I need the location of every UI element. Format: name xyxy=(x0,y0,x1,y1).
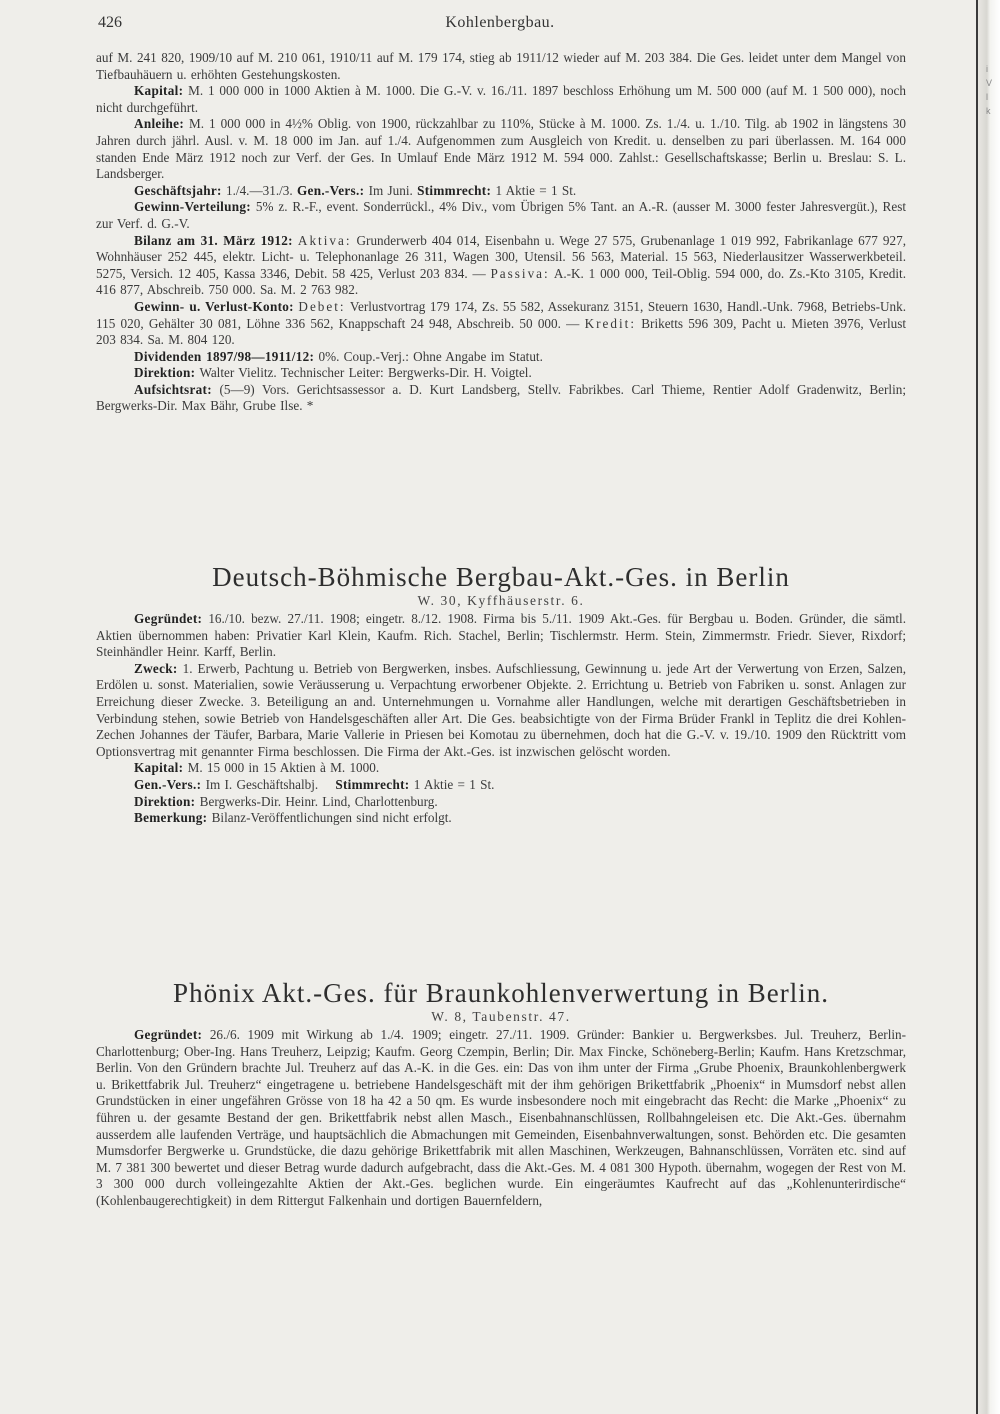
edge-marks: i V l k xyxy=(986,64,993,116)
paragraph-text: auf M. 241 820, 1909/10 auf M. 210 061, 1910/11 auf M. 179 174, stieg ab 1911/12 wieder auf M. 203 384. Die Ges. leidet unter dem Mangel von Tiefbauhäuern u. erhöhten Gestehungskosten. xyxy=(96,50,906,82)
paragraph-text: M. 15 000 in 15 Aktien à M. 1000. xyxy=(187,760,380,776)
label-gen-vers: Gen.-Vers.: xyxy=(134,776,202,792)
section-phoenix xyxy=(96,978,906,1210)
paragraph-intro xyxy=(96,50,906,83)
paragraph-anleihe xyxy=(96,116,906,182)
paragraph-aufsichtsrat xyxy=(96,382,906,415)
paragraph-direktion xyxy=(96,365,906,382)
section-deutsch-boehmische xyxy=(96,562,906,827)
paragraph-text: (5—9) Vors. Gerichtsassessor a. D. Kurt Landsberg, Stellv. Fabrikbes. Carl Thieme, Rentier Adolf Gradenwitz, Berlin; Bergwerks-Dir. Max Bähr, Grube Ilse. * xyxy=(96,381,906,414)
paragraph-gewinn-verteilung xyxy=(96,199,906,232)
running-title: Kohlenbergbau. xyxy=(445,14,555,31)
paragraph-text: Im I. Geschäftshalbj. xyxy=(205,776,319,792)
paragraph-gegruendet xyxy=(96,1027,906,1210)
paragraph-text: 0%. Coup.-Verj.: Ohne Angabe im Statut. xyxy=(318,348,543,364)
label-direktion: Direktion: xyxy=(134,365,196,381)
paragraph-dividenden xyxy=(96,349,906,366)
paragraph-geschaeftsjahr xyxy=(96,183,906,200)
company-title: Deutsch-Böhmische Bergbau-Akt.-Ges. in Berlin xyxy=(212,562,790,592)
paragraph-text: Im Juni. xyxy=(368,182,413,198)
paragraph-text: M. 1 000 000 in 4½% Oblig. von 1900, rückzahlbar zu 110%, Stücke à M. 1000. Zs. 1./4. u. 1./10. Tilg. ab 1902 in längstens 30 Jahren durch jährl. Ausl. v. M. 18 000 im Jan. auf 1./4. Aufgenommen zum Ausgleich von Kredit. u. denselben zu pari überlassen. M. 164 000 standen Ende März 1912 noch zur Verf. der Ges. In Umlauf Ende März 1912 M. 594 000. Zahlst.: Gesellschaftskasse; Berlin u. Breslau: S. L. Landsberger. xyxy=(96,116,907,182)
label-zweck: Zweck: xyxy=(134,660,178,676)
paragraph-text: 1 Aktie = 1 St. xyxy=(495,182,577,198)
label-gewinn-verteilung: Gewinn-Verteilung: xyxy=(134,199,252,215)
section-continuation xyxy=(96,50,906,415)
paragraph-text: Briketts 596 309, Pacht u. Mieten 3976, Verlust 203 834. Sa. M. 804 120. xyxy=(96,315,907,348)
page-number: 426 xyxy=(98,14,122,31)
paragraph-direktion xyxy=(96,794,906,811)
paragraph-gegruendet xyxy=(96,611,906,661)
label-aufsichtsrat: Aufsichtsrat: xyxy=(134,381,212,397)
label-gegruendet: Gegründet: xyxy=(134,1027,203,1042)
company-title: Phönix Akt.-Ges. für Braunkohlenverwertung in Berlin. xyxy=(173,978,829,1008)
label-gegruendet: Gegründet: xyxy=(134,611,203,626)
paragraph-text: 1./4.—31./3. xyxy=(226,182,293,198)
label-anleihe: Anleihe: xyxy=(134,116,185,132)
paragraph-gewinn-verlust xyxy=(96,299,906,349)
label-stimmrecht: Stimmrecht: xyxy=(335,776,410,792)
label-direktion: Direktion: xyxy=(134,793,196,809)
paragraph-text: Walter Vielitz. Technischer Leiter: Bergwerks-Dir. H. Voigtel. xyxy=(199,365,532,381)
paragraph-text: A.-K. 1 000 000, Teil-Oblig. 594 000, do. Zs.-Kto 3105, Kredit. 416 877, Abschreib. 750 000. Sa. M. 2 763 982. xyxy=(96,265,907,298)
label-kapital: Kapital: xyxy=(134,760,184,776)
paragraph-text: 1. Erwerb, Pachtung u. Betrieb von Bergwerken, insbes. Aufschliessung, Gewinnung u. jede Art der Verwertung von Erzen, Salzen, Erdölen u. sonst. Materialien, sowie Veräusserung u. Verpachtung erworbener Objekte. 2. Errichtung u. Betrieb von Fabriken u. sonst. Anlagen zur Erreichung dieser Zwecke. 3. Beteiligung an and. Unternehmungen u. Vornahme aller Handlungen, welche mit derartigen Geschäftsbetrieben in Verbindung stehen, sowie Betrieb von Handelsgeschäften aller Art. Die Ges. beabsichtigte von der Firma Brüder Frankl in Teplitz die drei Kohlen-Zechen Johannes der Täufer, Barbara, Marie Vallerie in Priesen bei Komotau zu übernehmen, doch hat die G.-V. v. 19./10. 1909 den Rücktritt vom Optionsvertrag mit genannter Firma beschlossen. Die Firma der Akt.-Ges. ist inzwischen gelöscht worden. xyxy=(96,660,907,759)
paragraph-text: Bilanz-Veröffentlichungen sind nicht erfolgt. xyxy=(211,810,452,826)
label-gewinn-verlust: Gewinn- u. Verlust-Konto: xyxy=(134,298,294,314)
label-debet: Debet: xyxy=(298,298,346,314)
label-kredit: Kredit: xyxy=(584,315,636,331)
label-dividenden: Dividenden 1897/98—1911/12: xyxy=(134,348,315,364)
paragraph-text: 26./6. 1909 mit Wirkung ab 1./4. 1909; eingetr. 27./11. 1909. Gründer: Bankier u. Bergwerksbes. Jul. Treuherz, Berlin-Charlottenburg; Ober-Ing. Hans Treuherz, Leipzig; Kaufm. Georg Czempin, Berlin; Dir. Max Fincke, Schöneberg-Berlin; Kaufm. Hans Kretzschmar, Berlin. Von den Gründern brachte Jul. Treuherz auf das A.-K. in die Ges. ein: Das von ihm unter der Firma „Grube Phoenix, Braunkohlenbergwerk u. Brikettfabrik Jul. Treuherz“ eingetragene u. betriebene Handelsgeschäft mit der ihm gehörigen Brikettfabrik „Phoenix“ in Mumsdorf nebst allen Grundstücken in einer ungefähren Grösse von 18 ha 42 a 50 qm. Es wurde insbesondere noch mit eingebracht das Recht: die Marke „Phoenix“ zu führen u. der gesamte Bestand der gen. Brikettfabrik nebst allen Masch., Eisenbahnanschlüssen, Rollbahngeleisen etc. Die Akt.-Ges. übernahm ausserdem alle laufenden Verträge, und hauptsächlich die Abmachungen mit Gemeinden, Eisenbahnverwaltungen, sonst. Behörden etc. Die gesamten Mumsdorfer Bergwerke u. Grundstücke, die dazu gehörige Brikettfabrik mit allen Maschinen, Werkzeugen, Bahnanschlüssen, Vorräten etc. sind auf M. 7 381 300 bewertet und dieser Betrag wurde dadurch aufgebracht, dass die Akt.-Ges. M. 4 081 300 Hypoth. übernahm, wogegen der Rest von M. 3 300 000 durch volleingezahlte Aktien der Akt.-Ges. beglichen wurde. Ein eingeräumtes Kaufrecht auf das „Kohlenunterirdische“ (Kohlenbaugerechtigkeit) in dem Rittergut Falkenhain und dortigen Bauernfeldern, xyxy=(96,1027,907,1208)
paragraph-text: 16./10. bezw. 27./11. 1908; eingetr. 8./12. 1908. Firma bis 5./11. 1909 Akt.-Ges. für Bergbau u. Boden. Gründer, die sämtl. Aktien übernommen haben: Privatier Karl Klein, Kaufm. Rich. Stachel, Berlin; Tischlermstr. Herm. Stein, Zimmermstr. Friedr. Siever, Rixdorf; Steinhändler Heinr. Karff, Berlin. xyxy=(96,611,907,660)
paragraph-kapital xyxy=(96,760,906,777)
paragraph-text: 5% z. R.-F., event. Sonderrückl., 4% Div., vom Übrigen 5% Tant. an A.-R. (ausser M. 3000 fester Jahresvergüt.), Rest zur Verf. d. G.-V. xyxy=(96,199,906,231)
label-bilanz: Bilanz am 31. März 1912: xyxy=(134,232,293,248)
page-header xyxy=(0,8,1000,34)
paragraph-gen-vers xyxy=(96,777,906,794)
label-aktiva: Aktiva: xyxy=(297,232,352,248)
paragraph-zweck xyxy=(96,661,906,761)
company-address: W. 8, Taubenstr. 47. xyxy=(431,1009,571,1024)
paragraph-text: Grunderwerb 404 014, Eisenbahn u. Wege 27 575, Grubenanlage 1 019 992, Fabrikanlage 677 927, Wohnhäuser 252 445, elektr. Licht- u. Telephonanlage 26 311, Wagen 300, Utensil. 56 563, Material. 15 563, Niederlausitzer Wasserwerkbeteil. 5275, Versich. 12 405, Kassa 3346, Debit. 58 425, Verlust 203 834. — xyxy=(96,232,906,281)
paragraph-text: Verlustvortrag 179 174, Zs. 55 582, Assekuranz 3151, Steuern 1630, Handl.-Unk. 7968, Betriebs-Unk. 115 020, Gehälter 30 081, Löhne 336 562, Knappschaft 24 948, Abschreib. 50 000. — xyxy=(96,298,906,331)
paragraph-text: 1 Aktie = 1 St. xyxy=(413,776,495,792)
label-geschaeftsjahr: Geschäftsjahr: xyxy=(134,182,222,198)
company-address: W. 30, Kyffhäuserstr. 6. xyxy=(417,593,585,608)
paragraph-bilanz xyxy=(96,233,906,299)
label-passiva: Passiva: xyxy=(490,265,550,281)
paragraph-text: Bergwerks-Dir. Heinr. Lind, Charlottenburg. xyxy=(199,793,438,809)
page-edge-binding xyxy=(976,0,1000,1414)
label-stimmrecht: Stimmrecht: xyxy=(417,182,492,198)
paragraph-text: M. 1 000 000 in 1000 Aktien à M. 1000. Die G.-V. v. 16./11. 1897 beschloss Erhöhung um M. 500 000 (auf M. 1 500 000), noch nicht durchgeführt. xyxy=(96,83,907,115)
label-bemerkung: Bemerkung: xyxy=(134,810,208,826)
paragraph-kapital xyxy=(96,83,906,116)
paragraph-bemerkung xyxy=(96,810,906,827)
label-gen-vers: Gen.-Vers.: xyxy=(296,182,365,198)
label-kapital: Kapital: xyxy=(134,83,184,99)
